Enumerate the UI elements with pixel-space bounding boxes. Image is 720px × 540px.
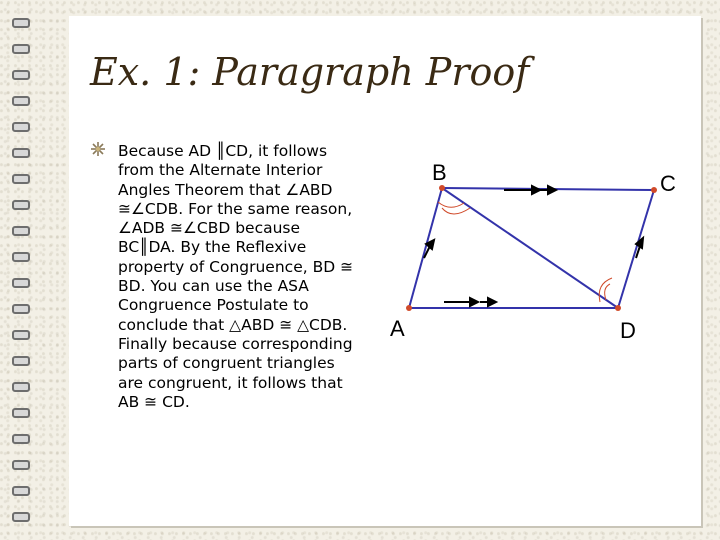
side-CD (618, 190, 654, 308)
vertex-label-C: C (660, 171, 676, 196)
star-bullet-icon (90, 141, 106, 157)
vertex-label-D: D (620, 318, 636, 343)
diagonal-BD (442, 188, 618, 308)
slide-title: Ex. 1: Paragraph Proof (90, 50, 530, 94)
vertex-label-B: B (432, 160, 447, 185)
vertex-label-A: A (390, 316, 405, 341)
side-AB (409, 188, 442, 308)
proof-paragraph: Because AD ║CD, it follows from the Alternate Interior Angles Theorem that ∠ABD ≅∠CDB. For the same reason, ∠ADB ≅∠CBD because BC║DA. By the Reflexive property of Congruence, BD ≅ BD. You can use the ASA Congruence Postulate to conclude that △ABD ≅ △CDB. Finally because corresponding parts of congruent triangles are congruent, it follows that AB ≅ CD. (118, 142, 354, 411)
parallel-marks (424, 186, 643, 306)
parallelogram-diagram (380, 150, 690, 350)
spiral-binding (0, 0, 48, 540)
